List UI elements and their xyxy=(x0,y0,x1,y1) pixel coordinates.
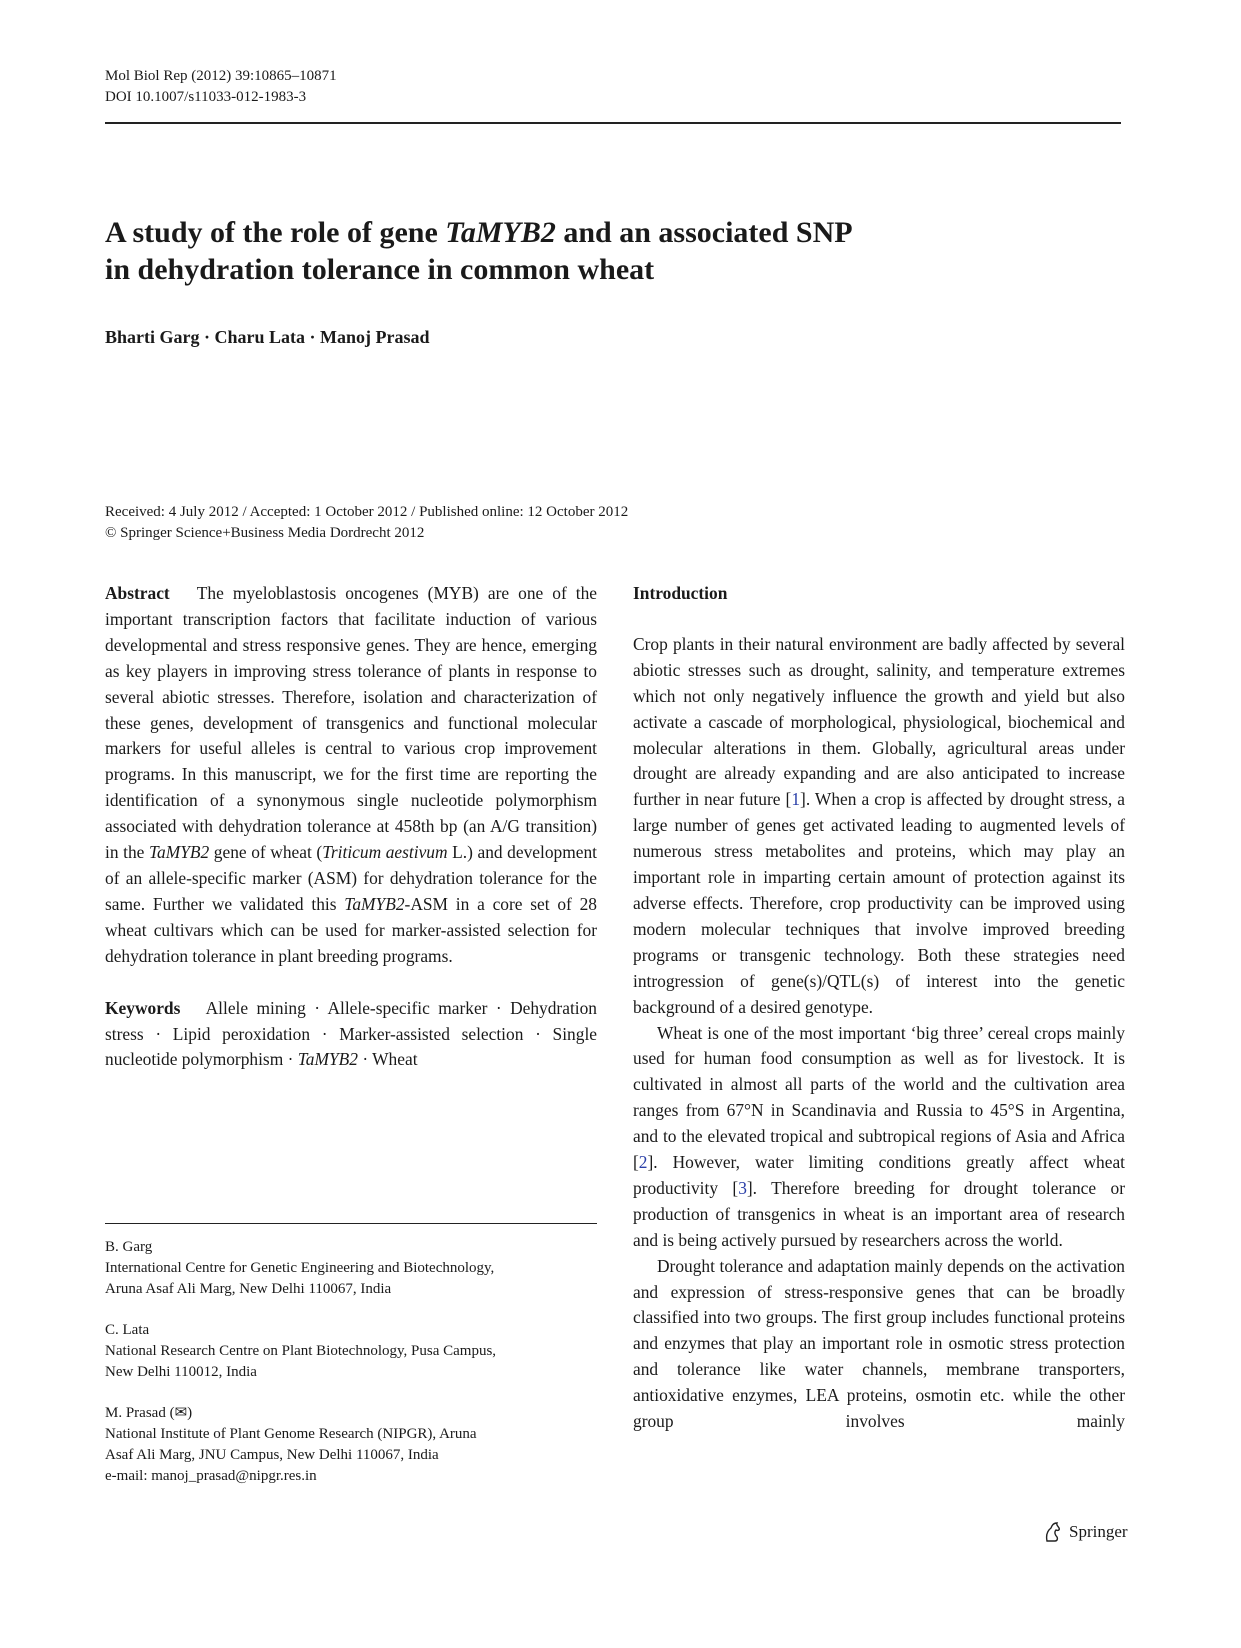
abstract-text: gene of wheat ( xyxy=(209,842,323,863)
affiliation-name xyxy=(105,1403,597,1424)
abstract-text: -ASM in a core set of 28 wheat cultivars which can be used for marker-assisted selection for dehydration tolerance in plant breeding programs. xyxy=(105,893,598,966)
author-list: Bharti Garg · Charu Lata · Manoj Prasad xyxy=(105,327,430,347)
affiliation-name: C. Lata xyxy=(105,1322,150,1338)
left-column xyxy=(105,581,597,1073)
abstract-text: The myeloblastosis oncogenes (MYB) are one of the important transcription factors that facilitate induction of various developmental and stress responsive genes. They are hence, emerging as key players in improving stress tolerance of plants in response to several abiotic stresses. Therefore, isolation and characterization of these genes, development of transgenics and functional molecular markers for useful alleles is central to various crop improvement programs. In this manuscript, we for the first time are reporting the identification of a synonymous single nucleotide polymorphism associated with dehydration tolerance at 458th bp (an A/G transition) in the xyxy=(105,583,597,863)
springer-horse-icon xyxy=(1043,1521,1063,1543)
affiliation-lata xyxy=(105,1320,597,1383)
intro-paragraph-2 xyxy=(633,1021,1125,1254)
keywords xyxy=(105,996,597,1074)
title-text-2: and an associated SNP xyxy=(555,216,853,249)
keywords-gene: TaMYB2 xyxy=(297,1049,358,1070)
paragraph-text: ]. However, water limiting conditions greatly affect wheat productivity [ xyxy=(633,1152,1125,1198)
affiliation-address: New Delhi 110012, India xyxy=(105,1364,257,1380)
keywords-text: · Wheat xyxy=(357,1049,418,1070)
title-gene: TaMYB2 xyxy=(445,216,556,249)
abstract-heading: Abstract xyxy=(105,583,170,603)
header-rule xyxy=(105,122,1121,124)
abstract-gene: TaMYB2 xyxy=(344,893,405,914)
author-name-end: ) xyxy=(187,1405,193,1421)
abstract-text: L.) and development of an allele-specific marker (ASM) for dehydration tolerance for the same. Further we validated this xyxy=(105,842,597,914)
affiliations xyxy=(105,1237,597,1507)
abstract-gene: TaMYB2 xyxy=(148,842,210,863)
citation-link[interactable]: 3 xyxy=(738,1177,747,1198)
journal-citation xyxy=(105,66,337,108)
paragraph-text: Crop plants in their natural environment are badly affected by several abiotic stresses such as drought, salinity, and temperature extremes which not only negatively influence the growth and yield but also activate a cascade of morphological, physiological, biochemical and molecular alterations in them. Globally, agricultural areas under drought are already expanding and are also anticipated to increase further in near future [ xyxy=(633,633,1125,810)
journal-line: Mol Biol Rep (2012) 39:10865–10871 xyxy=(105,68,337,84)
email-link[interactable]: e-mail: manoj_prasad@nipgr.res.in xyxy=(105,1468,317,1484)
right-column xyxy=(633,581,1125,1435)
affiliation-prasad xyxy=(105,1403,597,1487)
abstract-species: Triticum aestivum xyxy=(322,842,448,863)
affiliation-garg xyxy=(105,1237,597,1300)
affiliation-address: Aruna Asaf Ali Marg, New Delhi 110067, India xyxy=(105,1281,392,1297)
affiliation-address: International Centre for Genetic Engineering and Biotechnology, xyxy=(105,1260,495,1276)
citation-link[interactable]: 1 xyxy=(791,789,801,810)
paragraph-text: Wheat is one of the most important ‘big three’ cereal crops mainly used for human food consumption as well as for livestock. It is cultivated in almost all parts of the world and the cultivation area ranges from 67°N in Scandinavia and Russia to 45°S in Argentina, and to the elevated tropical and subtropical regions of Asia and Africa [ xyxy=(633,1022,1125,1173)
paragraph-text: ]. Therefore breeding for drought tolerance or production of transgenics in wheat is an important area of research and is being actively pursued by researchers across the world. xyxy=(633,1177,1125,1250)
citation-link[interactable]: 2 xyxy=(638,1152,648,1173)
article-title xyxy=(105,214,1005,288)
affiliation-name: B. Garg xyxy=(105,1239,153,1255)
author-name: M. Prasad ( xyxy=(105,1405,175,1421)
history-line: Received: 4 July 2012 / Accepted: 1 October 2012 / Published online: 12 October 2012 xyxy=(105,504,629,520)
affiliation-address: National Research Centre on Plant Biotechnology, Pusa Campus, xyxy=(105,1343,497,1359)
intro-paragraph-3: Drought tolerance and adaptation mainly depends on the activation and expression of stress-responsive genes that can be broadly classified into two groups. The first group includes functional proteins and enzymes that play an important role in osmotic stress protection and tolerance like water channels, membrane transporters, antioxidative enzymes, LEA proteins, osmotin etc. while the other group involves mainly xyxy=(633,1255,1125,1432)
title-text: A study of the role of gene xyxy=(105,216,446,249)
keywords-heading: Keywords xyxy=(105,997,181,1018)
affiliation-address: Asaf Ali Marg, JNU Campus, New Delhi 110067, India xyxy=(105,1447,439,1463)
affiliation-address: National Institute of Plant Genome Research (NIPGR), Aruna xyxy=(105,1426,477,1442)
publisher-logo xyxy=(1043,1521,1128,1543)
title-line-2: in dehydration tolerance in common wheat xyxy=(105,253,655,286)
copyright-line: © Springer Science+Business Media Dordrecht 2012 xyxy=(105,525,425,541)
keywords-text: Allele mining · Allele-specific marker · Dehydration stress · Lipid peroxidation · Marker-assisted selection · Single nucleotide polymorphism · xyxy=(105,997,597,1070)
publisher-name: Springer xyxy=(1069,1522,1128,1541)
intro-paragraph-1 xyxy=(633,632,1125,1021)
affiliation-rule xyxy=(105,1223,597,1224)
abstract xyxy=(105,581,597,970)
envelope-icon: ✉ xyxy=(174,1405,188,1421)
publication-dates xyxy=(105,502,628,544)
doi-line: DOI 10.1007/s11033-012-1983-3 xyxy=(105,89,307,105)
paragraph-text: ]. When a crop is affected by drought stress, a large number of genes get activated leading to augmented levels of numerous stress metabolites and proteins, which may play an important role in imparting certain amount of protection against its adverse effects. Therefore, crop productivity can be improved using modern molecular techniques that involve improved breeding programs or transgenic technology. Both these strategies need introgression of gene(s)/QTL(s) of interest into the genetic background of a desired genotype. xyxy=(633,789,1125,1017)
introduction-heading: Introduction xyxy=(633,583,728,603)
